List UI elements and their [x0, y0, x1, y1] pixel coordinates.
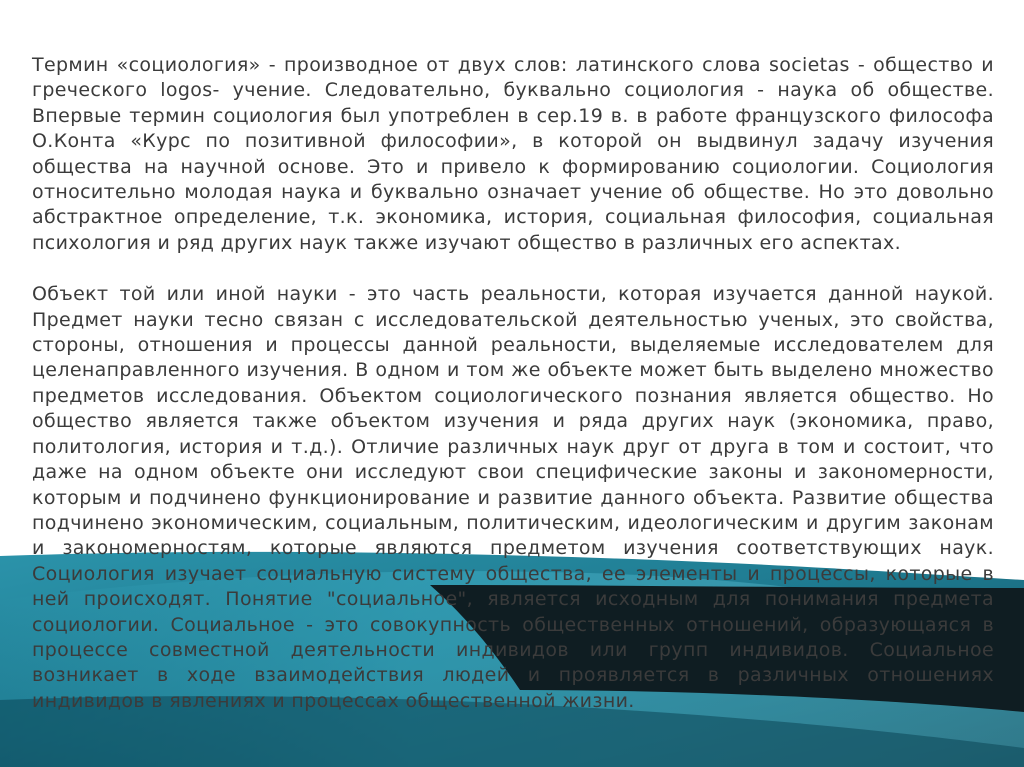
paragraph-object-and-subject: Объект той или иной науки - это часть реальности, которая изучается данной наукой. Предмет науки тесно связан с исследовательской деятельностью ученых, это свойства, стороны, отношения и процессы данной реальности, выделяемые исследователем для целенаправленного изучения. В одном и том же объекте может быть выделено множество предметов исследования. Объектом социологического познания является общество. Но общество является также объектом изучения и ряда других наук (экономика, право, политология, история и т.д.). Отличие различных наук друг от друга в том и состоит, что даже на одном объекте они исследуют свои специфические законы и закономерности, которым и подчинено функционирование и развитие данного объекта. Развитие общества подчинено экономическим, социальным, политическим, идеологическим и другим законам и закономерностям, которые являются предметом изучения соответствующих наук. Социология изучает социальную систему общества, ее элементы и процессы, которые в ней происходят. Понятие "социальное", является исходным для понимания предмета социологии. Социальное - это совокупность общественных отношений, образующаяся в процессе совместной деятельности индивидов или групп индивидов. Социальное возникает в ходе взаимодействия людей и проявляется в различных отношениях индивидов в явлениях и процессах общественной жизни.: [32, 283, 994, 712]
paragraph-term-sociology: Термин «социология» - производное от двух слов: латинского слова societas - общество и греческого logos- учение. Следовательно, буквально социология - наука об обществе. Впервые термин социология был употреблен в сер.19 в. в работе французского философа О.Конта «Курс по позитивной философии», в которой он выдвинул задачу изучения общества на научной основе. Это и привело к формированию социологии. Социология относительно молодая наука и буквально означает учение об обществе. Но это довольно абстрактное определение, т.к. экономика, история, социальная философия, социальная психология и ряд других наук также изучают общество в различных его аспектах.: [32, 54, 994, 254]
slide-text: [32, 53, 994, 714]
